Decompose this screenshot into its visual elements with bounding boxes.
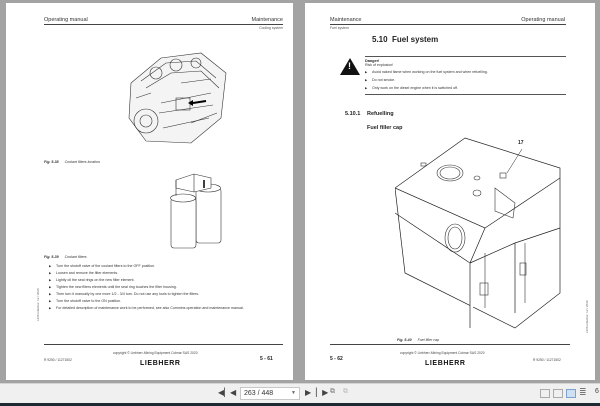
two-page-view-icon[interactable] bbox=[566, 389, 576, 398]
step: ▶ For detailed description of maintenance work to be performed, see also Cummins operation and maintenance manual. bbox=[49, 305, 284, 312]
danger-item: ▶ Only work on the diesel engine when it is switched off. bbox=[365, 84, 566, 92]
page-indicator: 263 / 448 bbox=[244, 390, 274, 397]
previous-page-icon[interactable]: ◀ bbox=[230, 388, 237, 397]
subheading: Fuel filler cap bbox=[367, 125, 403, 131]
callout-label: 17 bbox=[518, 140, 524, 146]
header-sub: Fuel system bbox=[330, 26, 349, 30]
step: ▶ Then turn it manually by one more 1/2 - 3/4 turn. Do not use any tools to tighten the filters. bbox=[49, 291, 284, 298]
step: ▶ Turn the shutoff valve of the coolant filters to the OFF position. bbox=[49, 263, 284, 270]
header-rule bbox=[330, 24, 566, 25]
danger-list bbox=[365, 68, 566, 92]
header-sub: Cooling system bbox=[259, 26, 283, 30]
figure-caption: Fig. 5-39 Coolant filters bbox=[44, 255, 87, 259]
header-rule bbox=[44, 24, 283, 25]
figure-caption: Fig. 5-38 Coolant filters location bbox=[44, 160, 100, 164]
next-page-icon[interactable]: ▶ bbox=[305, 388, 312, 397]
header-left: Maintenance bbox=[330, 17, 362, 23]
maintenance-steps bbox=[49, 263, 284, 312]
coolant-filters-illustration bbox=[166, 170, 226, 250]
subsection-title: Refuelling bbox=[367, 111, 394, 117]
footer-rule bbox=[44, 344, 283, 345]
first-page-icon[interactable]: ◀▏ bbox=[218, 388, 231, 397]
zoom-level[interactable]: 6 bbox=[595, 388, 599, 395]
section-number: 5.10 bbox=[372, 35, 388, 44]
fuel-tank-illustration bbox=[395, 133, 575, 333]
page-right bbox=[305, 3, 595, 380]
footer-rule bbox=[330, 344, 570, 345]
footer-doc-number: R 9250 / 11271502 bbox=[44, 358, 72, 362]
danger-title: Danger! bbox=[365, 59, 380, 63]
footer-copyright: copyright © Liebherr-Mining Equipment Colmar SAS 2020 bbox=[113, 351, 198, 355]
section-title: Fuel system bbox=[392, 35, 439, 44]
last-page-icon[interactable]: ▏▶ bbox=[316, 388, 329, 397]
step: ▶ Tighten the new filters elements until the seal ring touches the filter housing. bbox=[49, 284, 284, 291]
copy-icon[interactable]: ⧉ bbox=[330, 388, 335, 395]
engine-illustration bbox=[121, 43, 231, 148]
viewer-toolbar bbox=[0, 383, 600, 403]
header-right: Operating manual bbox=[521, 17, 565, 23]
page-number: 5 - 62 bbox=[330, 356, 343, 362]
liebherr-logo: LIEBHERR bbox=[140, 360, 181, 367]
step: ▶ Turn the shutoff valve to the ON position. bbox=[49, 298, 284, 305]
continuous-view-icon[interactable] bbox=[553, 389, 563, 398]
step: ▶ Loosen and remove the filter elements. bbox=[49, 270, 284, 277]
page-left bbox=[6, 3, 293, 380]
figure-caption: Fig. 5-40 Fuel filler cap bbox=[397, 338, 439, 342]
single-page-view-icon[interactable] bbox=[540, 389, 550, 398]
danger-subtitle: Risk of explosion! bbox=[365, 63, 394, 67]
warning-icon bbox=[340, 58, 360, 75]
subsection-number: 5.10.1 bbox=[345, 111, 361, 117]
page-number-select[interactable] bbox=[240, 387, 300, 400]
side-note: LICfrontEditor: 12 / 2020 bbox=[36, 288, 40, 321]
header-left: Operating manual bbox=[44, 17, 88, 23]
danger-item: ▶ Do not smoke. bbox=[365, 76, 566, 84]
side-note: LICfrontEditor: 12 / 2020 bbox=[585, 300, 589, 333]
danger-box bbox=[365, 56, 566, 95]
danger-item: ▶ Avoid naked flame when working on the fuel system and when refuelling. bbox=[365, 68, 566, 76]
paste-icon[interactable]: ⧉ bbox=[343, 388, 348, 395]
page-number: 5 - 61 bbox=[260, 356, 273, 362]
footer-doc-number: R 9250 / 11271502 bbox=[533, 358, 561, 362]
footer-copyright: copyright © Liebherr-Mining Equipment Colmar SAS 2020 bbox=[400, 351, 485, 355]
header-right: Maintenance bbox=[251, 17, 283, 23]
liebherr-logo: LIEBHERR bbox=[425, 360, 466, 367]
chevron-down-icon: ▼ bbox=[291, 390, 296, 396]
two-page-continuous-view-icon[interactable]: ≣ bbox=[579, 387, 587, 397]
step: ▶ Lightly oil the seal rings on the new filter element. bbox=[49, 277, 284, 284]
